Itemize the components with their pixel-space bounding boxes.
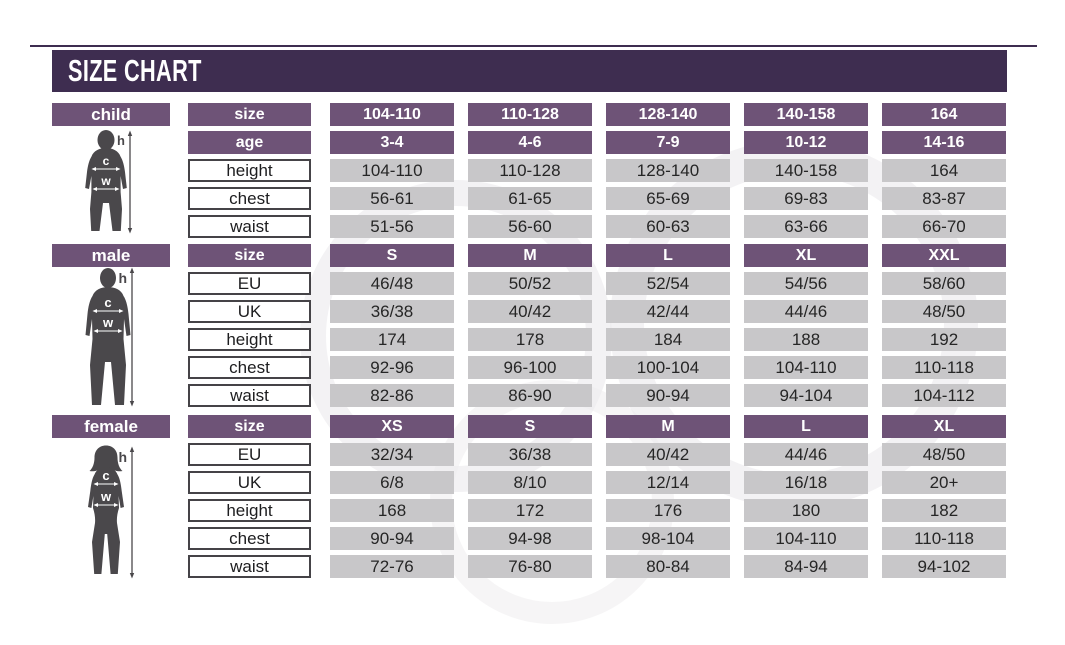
female-chest-value-0: 90-94 [330,527,454,550]
female-waist-value-4: 94-102 [882,555,1006,578]
child-waist-row-label: waist [188,215,311,238]
child-silhouette-figure [62,129,162,235]
child-height-value-2: 128-140 [606,159,730,182]
female-waist-value-3: 84-94 [744,555,868,578]
male-row-chest [188,356,1006,379]
male-waist-value-3: 94-104 [744,384,868,407]
male-height-value-1: 178 [468,328,592,351]
section-label-child: child [52,103,170,126]
waist-arrow-label: w [102,315,114,330]
page-title: SIZE CHART [68,53,202,88]
female-waist-value-0: 72-76 [330,555,454,578]
male-UK-value-0: 36/38 [330,300,454,323]
female-size-value-4: XL [882,415,1006,438]
child-size-row-label: size [188,103,311,126]
male-waist-row-label: waist [188,384,311,407]
child-height-value-4: 164 [882,159,1006,182]
female-silhouette-figure [62,444,162,580]
male-size-table [188,244,1006,412]
child-age-value-0: 3-4 [330,131,454,154]
male-chest-value-4: 110-118 [882,356,1006,379]
arrow-down-icon [128,228,132,234]
child-chest-row-label: chest [188,187,311,210]
female-EU-value-2: 40/42 [606,443,730,466]
female-row-chest [188,527,1006,550]
female-height-value-3: 180 [744,499,868,522]
male-row-waist [188,384,1006,407]
height-arrow-label: h [117,133,125,148]
female-waist-row-label: waist [188,555,311,578]
child-chest-value-3: 69-83 [744,187,868,210]
child-chest-value-1: 61-65 [468,187,592,210]
waist-arrow-label: w [101,174,111,188]
female-chest-row-label: chest [188,527,311,550]
arrow-up-icon [130,447,134,453]
male-row-EU [188,272,1006,295]
child-row-height [188,159,1006,182]
male-UK-value-1: 40/42 [468,300,592,323]
female-UK-row-label: UK [188,471,311,494]
male-size-value-2: L [606,244,730,267]
female-chest-value-1: 94-98 [468,527,592,550]
male-UK-row-label: UK [188,300,311,323]
chest-arrow-label: c [102,154,110,168]
female-row-waist [188,555,1006,578]
arrow-down-icon [130,573,134,579]
child-height-value-1: 110-128 [468,159,592,182]
height-arrow-label: h [118,270,127,286]
female-height-row-label: height [188,499,311,522]
child-size-value-2: 128-140 [606,103,730,126]
male-waist-value-0: 82-86 [330,384,454,407]
section-label-female: female [52,415,170,438]
arrow-up-icon [130,268,134,274]
male-size-row-label: size [188,244,311,267]
male-EU-value-4: 58/60 [882,272,1006,295]
child-waist-value-1: 56-60 [468,215,592,238]
female-size-table [188,415,1006,583]
male-height-value-0: 174 [330,328,454,351]
child-row-age [188,131,1006,154]
male-chest-value-3: 104-110 [744,356,868,379]
male-EU-value-3: 54/56 [744,272,868,295]
child-size-table [188,103,1006,243]
child-chest-value-4: 83-87 [882,187,1006,210]
child-waist-value-2: 60-63 [606,215,730,238]
male-chest-value-2: 100-104 [606,356,730,379]
arrow-down-icon [130,401,134,407]
female-EU-row-label: EU [188,443,311,466]
male-EU-value-2: 52/54 [606,272,730,295]
female-UK-value-0: 6/8 [330,471,454,494]
male-size-value-0: S [330,244,454,267]
male-waist-value-2: 90-94 [606,384,730,407]
male-chest-value-1: 96-100 [468,356,592,379]
female-EU-value-1: 36/38 [468,443,592,466]
child-waist-value-3: 63-66 [744,215,868,238]
female-EU-value-4: 48/50 [882,443,1006,466]
child-row-size [188,103,1006,126]
female-UK-value-4: 20+ [882,471,1006,494]
child-height-value-0: 104-110 [330,159,454,182]
waist-arrow-label: w [100,489,112,504]
male-row-UK [188,300,1006,323]
male-height-value-2: 184 [606,328,730,351]
chest-arrow-label: c [104,295,112,310]
child-size-value-3: 140-158 [744,103,868,126]
section-label-male: male [52,244,170,267]
child-size-value-0: 104-110 [330,103,454,126]
male-size-value-4: XXL [882,244,1006,267]
male-height-row-label: height [188,328,311,351]
female-UK-value-2: 12/14 [606,471,730,494]
child-row-chest [188,187,1006,210]
male-chest-value-0: 92-96 [330,356,454,379]
male-UK-value-2: 42/44 [606,300,730,323]
child-size-value-4: 164 [882,103,1006,126]
male-waist-value-4: 104-112 [882,384,1006,407]
child-chest-value-2: 65-69 [606,187,730,210]
male-silhouette-figure [62,266,162,408]
male-size-value-1: M [468,244,592,267]
child-size-value-1: 110-128 [468,103,592,126]
child-row-waist [188,215,1006,238]
female-row-height [188,499,1006,522]
child-age-value-4: 14-16 [882,131,1006,154]
male-chest-row-label: chest [188,356,311,379]
top-divider-line [30,45,1037,47]
child-waist-value-4: 66-70 [882,215,1006,238]
child-height-row-label: height [188,159,311,182]
male-height-value-3: 188 [744,328,868,351]
male-height-value-4: 192 [882,328,1006,351]
female-height-value-0: 168 [330,499,454,522]
female-chest-value-2: 98-104 [606,527,730,550]
male-EU-row-label: EU [188,272,311,295]
female-size-value-1: S [468,415,592,438]
female-waist-value-2: 80-84 [606,555,730,578]
female-UK-value-3: 16/18 [744,471,868,494]
female-height-value-4: 182 [882,499,1006,522]
female-row-EU [188,443,1006,466]
male-UK-value-4: 48/50 [882,300,1006,323]
child-waist-value-0: 51-56 [330,215,454,238]
female-size-value-3: L [744,415,868,438]
male-row-height [188,328,1006,351]
female-EU-value-0: 32/34 [330,443,454,466]
male-EU-value-1: 50/52 [468,272,592,295]
female-height-value-1: 172 [468,499,592,522]
female-size-value-2: M [606,415,730,438]
male-row-size [188,244,1006,267]
male-UK-value-3: 44/46 [744,300,868,323]
female-chest-value-3: 104-110 [744,527,868,550]
title-bar [52,50,1007,92]
child-height-value-3: 140-158 [744,159,868,182]
child-age-row-label: age [188,131,311,154]
arrow-up-icon [128,131,132,137]
child-chest-value-0: 56-61 [330,187,454,210]
female-EU-value-3: 44/46 [744,443,868,466]
female-row-size [188,415,1006,438]
female-height-value-2: 176 [606,499,730,522]
height-arrow-label: h [118,449,127,465]
male-EU-value-0: 46/48 [330,272,454,295]
child-age-value-2: 7-9 [606,131,730,154]
child-age-value-1: 4-6 [468,131,592,154]
female-waist-value-1: 76-80 [468,555,592,578]
male-size-value-3: XL [744,244,868,267]
female-size-row-label: size [188,415,311,438]
chest-arrow-label: c [102,468,110,483]
child-age-value-3: 10-12 [744,131,868,154]
female-size-value-0: XS [330,415,454,438]
female-chest-value-4: 110-118 [882,527,1006,550]
female-UK-value-1: 8/10 [468,471,592,494]
male-waist-value-1: 86-90 [468,384,592,407]
female-row-UK [188,471,1006,494]
